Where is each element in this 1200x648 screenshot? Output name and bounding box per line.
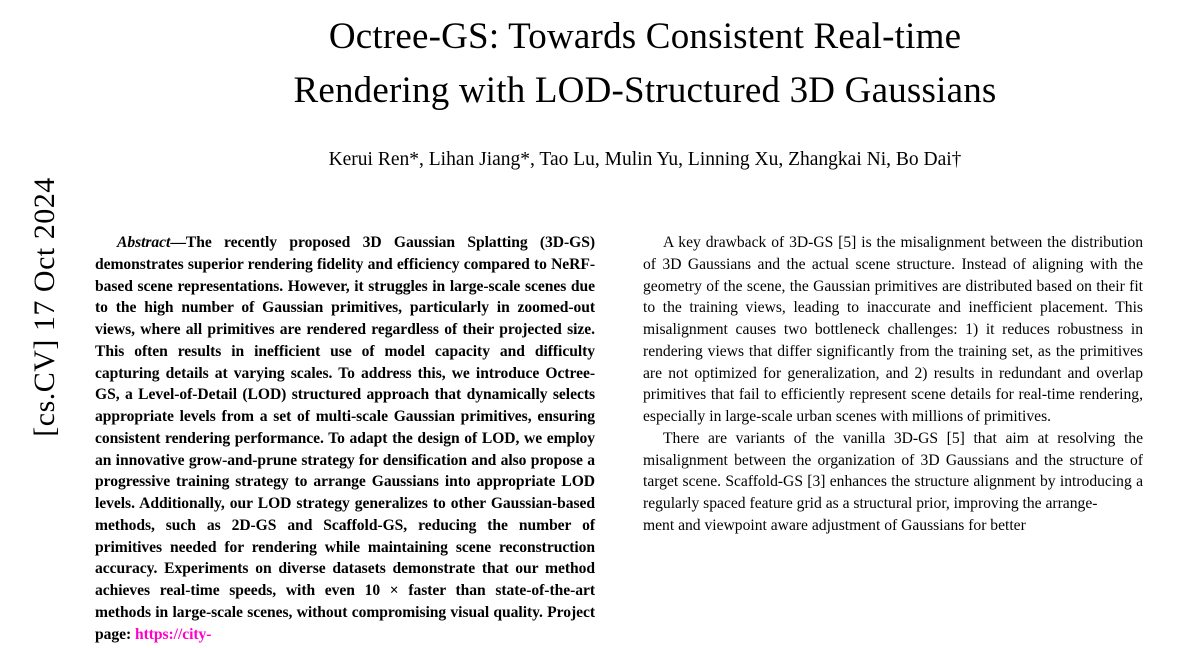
title-line-1: Octree-GS: Towards Consistent Real-time [328,16,962,57]
author-list-text: Kerui Ren*, Lihan Jiang*, Tao Lu, Mulin Yu, Linning Xu, Zhangkai Ni, Bo Dai† [328,149,962,171]
body-paragraph-1: A key drawback of 3D-GS [5] is the misalignment between the distribution of 3D Gaussians and the actual scene structure. Instead of aligning with the geometry of the scene, the Gaussian primitives are distributed based on their fit to the training views, leading to inaccurate and inefficient placement. This misalignment causes two bottleneck challenges: 1) it reduces robustness in rendering views that differ significantly from the training set, as the primitives are not optimized for generalization, and 2) results in redundant and overlap primitives that fail to efficiently represent scene details for real-time rendering, especially in large-scale urban scenes with millions of primitives. [643,234,1143,425]
paper-page [90,0,1200,648]
left-column [95,232,595,645]
page-title [90,0,1200,117]
abstract-label: Abstract [117,234,171,251]
arxiv-sidebar-stamp [0,0,90,648]
body-paragraph-2: There are variants of the vanilla 3D-GS [5] that aim at resolving the misalignment between the organization of 3D Gaussians and the structure of target scene. Scaffold-GS [3] enhances the structure alignment by introducing a regularly spaced feature grid as a structural prior, improving the arrange- [643,429,1143,512]
two-column-body [90,232,1200,645]
abstract-text: The recently proposed 3D Gaussian Splatting (3D-GS) demonstrates superior rendering fidelity and efficiency compared to NeRF-based scene representations. However, it struggles in large-scale scenes due to the high number of Gaussian primitives, particularly in zoomed-out views, where all primitives are rendered regardless of their projected size. This often results in inefficient use of model capacity and difficulty capturing details at varying scales. To address this, we introduce Octree-GS, a Level-of-Detail (LOD) structured approach that dynamically selects appropriate levels from a set of multi-scale Gaussian primitives, ensuring consistent rendering performance. To adapt the design of LOD, we employ an innovative grow-and-prune strategy for densification and also propose a progressive training strategy to arrange Gaussians into appropriate LOD levels. Additionally, our LOD strategy generalizes to other Gaussian-based methods, such as 2D-GS and Scaffold-GS, reducing the number of primitives needed for rendering while maintaining scene reconstruction accuracy. Experiments on diverse datasets demonstrate that our method achieves real-time speeds, with even 10 × faster than state-of-the-art methods in large-scale scenes, without compromising visual quality. Project page: [95,234,595,643]
project-page-link[interactable]: https://city- [134,625,212,643]
arxiv-stamp-text: [cs.CV] 17 Oct 2024 [28,177,61,437]
body-paragraph-3: ment and viewpoint aware adjustment of Gaussians for better [643,516,1026,534]
right-column [643,232,1143,645]
title-line-2: Rendering with LOD-Structured 3D Gaussians [293,69,997,111]
abstract-dash: — [170,234,186,251]
author-list [90,149,1200,171]
abstract-paragraph [95,232,595,645]
